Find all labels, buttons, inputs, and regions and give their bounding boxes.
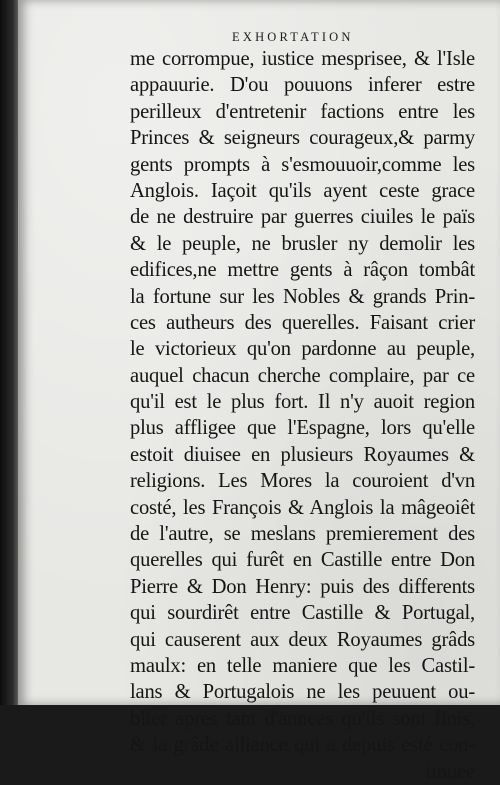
text-line: ces autheurs des querelles. Faisant crier: [130, 311, 475, 334]
text-line: Anglois. Iaçoit qu'ils ayent ceste grace: [130, 179, 475, 202]
text-line: qui causerent aux deux Royaumes grâds: [130, 628, 475, 651]
text-line: maulx: en telle maniere que les Castil-: [130, 654, 475, 677]
text-line: le victorieux qu'on pardonne au peuple,: [130, 338, 475, 361]
text-line: me corrompue, iustice mesprisee, & l'Isle: [130, 48, 475, 70]
text-line: auquel chacun cherche complaire, par ce: [130, 364, 475, 387]
text-line: religions. Les Mores la couroient d'vn: [130, 470, 475, 493]
text-line: de ne destruire par guerres ciuiles le païs: [130, 206, 475, 229]
text-line: perilleux d'entretenir factions entre les: [130, 100, 475, 123]
text-line: lans & Portugalois ne les peuuent ou-: [130, 681, 475, 704]
body-text: [130, 46, 475, 785]
text-line: querelles qui furêt en Castille entre Don: [130, 549, 475, 572]
text-line: gents prompts à s'esmouuoir,comme les: [130, 153, 475, 176]
text-line: & le peuple, ne brusler ny demolir les: [130, 232, 475, 255]
text-line: de l'autre, se meslans premierement des: [130, 523, 475, 546]
text-line: qu'il est le plus fort. Il n'y auoit region: [130, 391, 475, 414]
text-line: appauurie. D'ou pouuons inferer estre: [130, 74, 475, 97]
page-edge-shadow: [0, 0, 18, 705]
text-line: estoit diuisee en plusieurs Royaumes &: [130, 443, 475, 466]
text-line: qui sourdirêt entre Castille & Portugal,: [130, 602, 475, 625]
text-line: plus affligee que l'Espagne, lors qu'elle: [130, 417, 475, 440]
text-line: edifices,ne mettre gents à râçon tombât: [130, 259, 475, 282]
text-line: & la grâde alliance qui a depuis esté con-: [130, 734, 475, 757]
text-line: Princes & seigneurs courageux,& parmy: [130, 127, 475, 150]
text-line-catchword: tinuee: [425, 760, 475, 783]
text-line: costé, les François & Anglois la mâgeoiêt: [130, 496, 475, 519]
text-line: blier apres tant d'annees qu'ils sont finis,: [130, 707, 475, 730]
running-head: EXHORTATION: [232, 30, 354, 44]
text-line: la fortune sur les Nobles & grands Prin-: [130, 285, 475, 308]
text-line: Pierre & Don Henry: puis des differents: [130, 575, 475, 598]
